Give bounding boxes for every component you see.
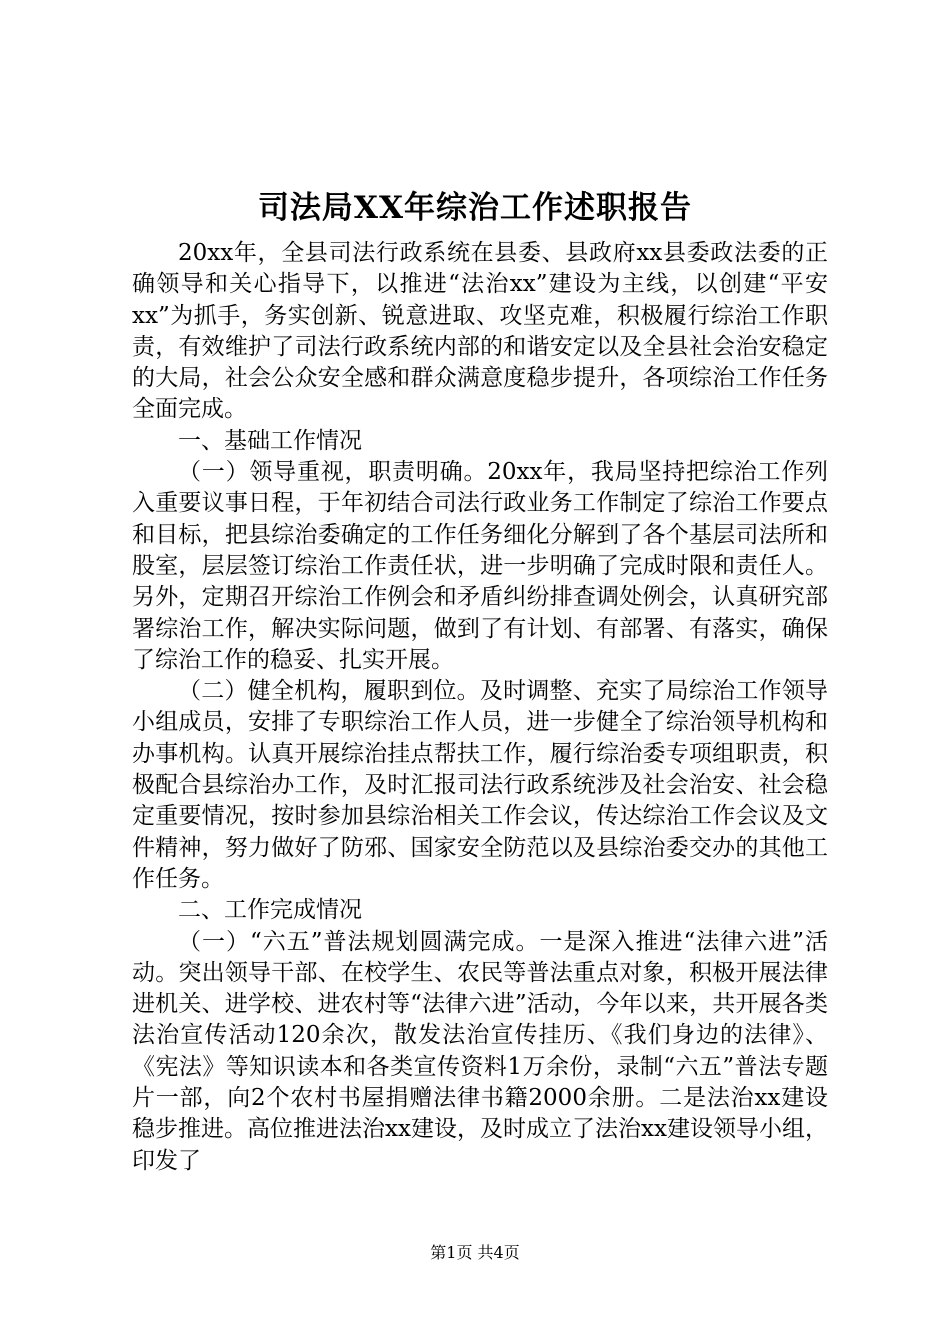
document-body [132, 238, 828, 1177]
document-title: 司法局XX年综治工作述职报告 [257, 190, 693, 226]
page-footer: 第1页 共4页 [430, 1243, 520, 1262]
intro-paragraph: 20xx年，全县司法行政系统在县委、县政府xx县委政法委的正确领导和关心指导下，以推进“法治xx”建设为主线，以创建“平安xx”为抓手，务实创新、锐意进取、攻坚克难，积极履行综治工作职责，有效维护了司法行政系统内部的和谐安定以及全县社会治安稳定的大局，社会公众安全感和群众满意度稳步提升，各项综治工作任务全面完成。 [132, 240, 828, 423]
paragraph-leadership: （一）领导重视，职责明确。20xx年，我局坚持把综治工作列入重要议事日程，于年初结合司法行政业务工作制定了综治工作要点和目标，把县综治委确定的工作任务细化分解到了各个基层司法所和股室，层层签订综治工作责任状，进一步明确了完成时限和责任人。另外，定期召开综治工作例会和矛盾纠纷排查调处例会，认真研究部署综治工作，解决实际问题，做到了有计划、有部署、有落实，确保了综治工作的稳妥、扎实开展。 [132, 459, 828, 673]
paragraph-legal-education: （一）“六五”普法规划圆满完成。一是深入推进“法律六进”活动。突出领导干部、在校学生、农民等普法重点对象，积极开展法律进机关、进学校、进农村等“法律六进”活动，今年以来，共开展各类法治宣传活动120余次，散发法治宣传挂历、《我们身边的法律》、《宪法》等知识读本和各类宣传资料1万余份，录制“六五”普法专题片一部，向2个农村书屋捐赠法律书籍2000余册。二是法治xx建设稳步推进。高位推进法治xx建设，及时成立了法治xx建设领导小组，印发了 [132, 928, 828, 1174]
paragraph-organization: （二）健全机构，履职到位。及时调整、充实了局综治工作领导小组成员，安排了专职综治工作人员，进一步健全了综治领导机构和办事机构。认真开展综治挂点帮扶工作，履行综治委专项组职责，积极配合县综治办工作，及时汇报司法行政系统涉及社会治安、社会稳定重要情况，按时参加县综治相关工作会议，传达综治工作会议及文件精神，努力做好了防邪、国家安全防范以及县综治委交办的其他工作任务。 [132, 678, 828, 892]
section-heading-completion: 二、工作完成情况 [178, 897, 362, 924]
section-heading-basic-work: 一、基础工作情况 [178, 427, 362, 454]
